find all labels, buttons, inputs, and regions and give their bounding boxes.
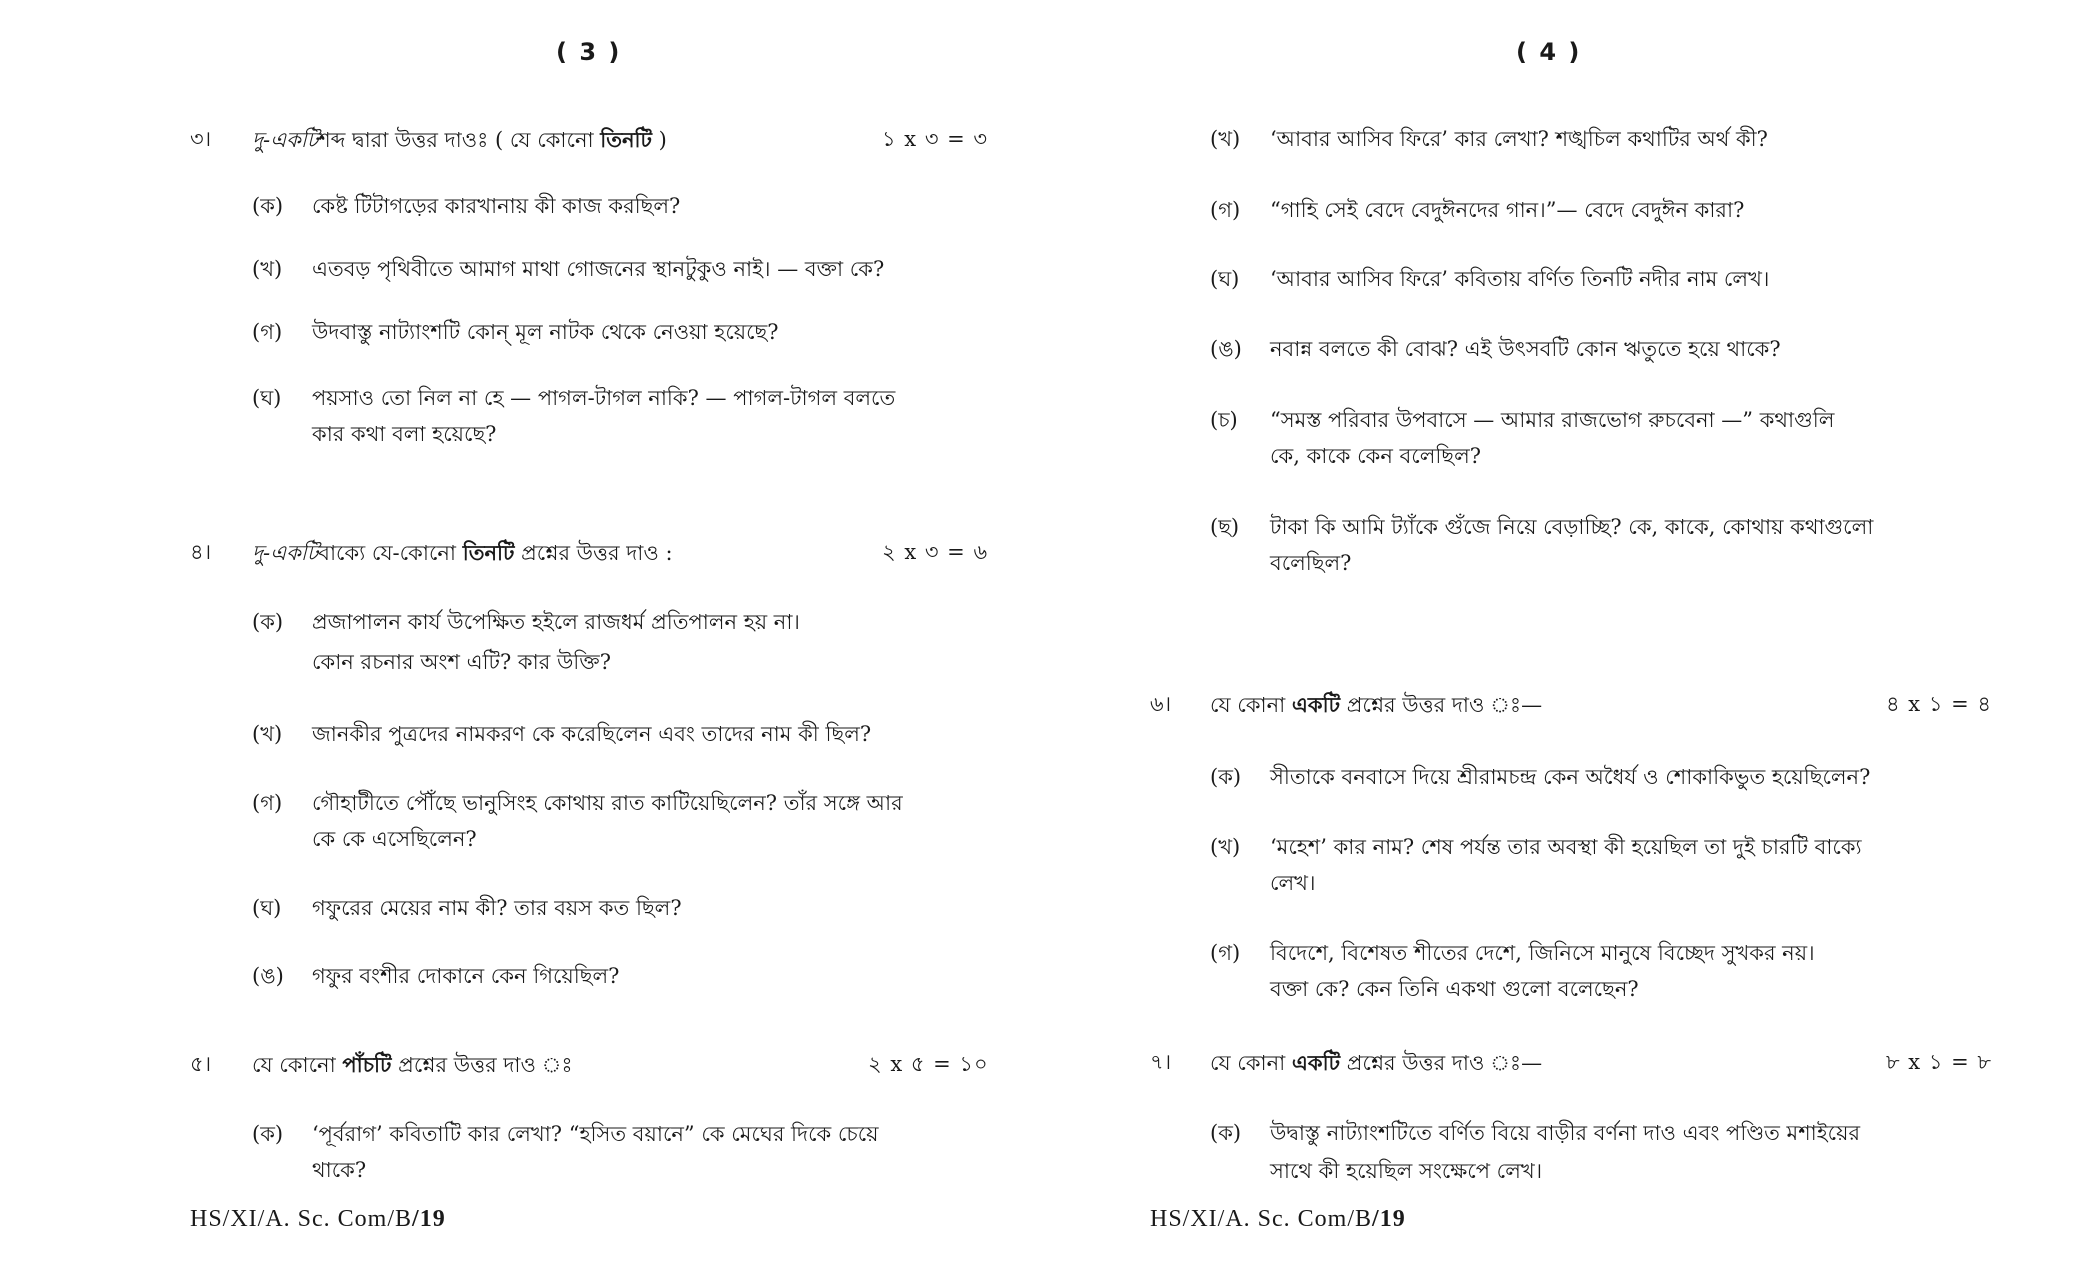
question-item [252,189,972,224]
question-label: (খ) [1210,127,1241,151]
question-item [252,252,972,287]
question-label: (খ) [252,257,283,281]
section-3-heading [190,122,989,157]
question-text: উদবাস্তু নাট্যাংশটি কোন্ মূল নাটক থেকে নেওয়া হয়েছে? [312,320,779,344]
question-text-line-1: প্রজাপালন কার্য উপেক্ষিত হইলে রাজধর্ম প্রতিপালন হয় না। [312,610,800,634]
question-item [252,959,972,994]
question-label: (ঘ) [1210,267,1240,291]
footer-code [190,1206,446,1233]
question-item [1210,760,1990,795]
question-label: (খ) [252,722,283,746]
instruction-count: তিনটি [462,540,515,565]
instruction-end: ) [652,128,667,152]
section-number: ৫। [190,1052,212,1076]
question-item [252,891,972,926]
section-instruction [252,535,673,571]
question-item [252,315,972,350]
instruction-count: তিনটি [600,127,652,152]
question-label: (ক) [252,1122,284,1146]
question-label: (ক) [252,610,284,634]
footer-code-text: HS/XI/A. Sc. Com/B [190,1206,413,1232]
question-text-line-2: কে কে এসেছিলেন? [312,827,477,851]
question-item [1210,510,1970,582]
question-item [252,717,972,752]
section-5-heading [190,1047,989,1082]
instruction-end: প্রশ্নের উত্তর দাও : [514,541,673,565]
marks-allocation: ১ x ৩ = ৩ [882,127,989,151]
section-instruction [1210,1045,1542,1081]
instruction-text: যে কোনো [252,1053,343,1077]
question-label: (গ) [252,320,283,344]
question-text-line-2: বক্তা কে? কেন তিনি একথা গুলো বলেছেন? [1270,977,1639,1001]
question-label: (গ) [1210,941,1241,965]
question-text-line-2: লেখ। [1270,871,1316,895]
question-text-line-1: পয়সাও তো নিল না হে — পাগল-টাগল নাকি? — পাগল-টাগল বলতে [312,386,896,410]
question-label: (গ) [252,791,283,815]
instruction-end: প্রশ্নের উত্তর দাও ঃ— [1340,693,1543,717]
question-text: গফুর বংশীর দোকানে কেন গিয়েছিল? [312,964,620,988]
marks-allocation: ২ x ৩ = ৬ [882,540,989,564]
instruction-end: প্রশ্নের উত্তর দাও ঃ [391,1053,573,1077]
question-item [252,605,972,677]
question-label: (ঙ) [252,964,284,988]
question-text: ‘আবার আসিব ফিরে’ কার লেখা? শঙ্খচিল কথাটির অর্থ কী? [1270,127,1768,151]
instruction-emphasis: দু-একটি [252,128,319,152]
question-text: ‘আবার আসিব ফিরে’ কবিতায় বর্ণিত তিনটি নদীর নাম লেখ। [1270,267,1770,291]
instruction-end: প্রশ্নের উত্তর দাও ঃ— [1340,1051,1543,1075]
page-right [1050,0,2100,1275]
instruction-text: শব্দ দ্বারা উত্তর দাওঃ ( যে কোনো [318,128,601,152]
instruction-text: যে কোনা [1210,693,1292,717]
question-text-line-2: কোন রচনার অংশ এটি? কার উক্তি? [312,650,611,674]
question-text-line-1: গৌহাটীতে পৌঁছে ভানুসিংহ কোথায় রাত কাটিয়েছিলেন? তাঁর সঙ্গে আর [312,791,903,815]
section-number: ৬। [1150,692,1172,716]
instruction-text: বাক্যে যে-কোনো [318,541,463,565]
marks-allocation: ২ x ৫ = ১০ [868,1052,989,1076]
question-item [1210,936,1990,1008]
question-text: সীতাকে বনবাসে দিয়ে শ্রীরামচন্দ্র কেন অধৈর্য ও শোকাকিভুত হয়েছিলেন? [1270,765,1871,789]
question-text-line-1: ‘মহেশ’ কার নাম? শেষ পর্যন্ত তার অবস্থা কী হয়েছিল তা দুই চারটি বাক্যে [1270,835,1862,859]
question-text: জানকীর পুত্রদের নামকরণ কে করেছিলেন এবং তাদের নাম কী ছিল? [312,722,872,746]
question-label: (ক) [1210,1121,1242,1145]
question-text-line-2: কার কথা বলা হয়েছে? [312,422,497,446]
instruction-emphasis: দু-একটি [252,541,319,565]
footer-code [1150,1206,1406,1233]
question-label: (গ) [1210,198,1241,222]
question-text-line-2: থাকে? [312,1158,367,1182]
question-label: (ঘ) [252,386,282,410]
question-item [1210,403,1970,475]
question-item [1210,332,1970,367]
marks-allocation: ৮ x ১ = ৮ [1886,1050,1993,1074]
question-text-line-2: কে, কাকে কেন বলেছিল? [1270,444,1481,468]
question-text: কেষ্ট টিটাগড়ের কারখানায় কী কাজ করছিল? [312,194,681,218]
question-item [1210,262,1970,297]
question-item [1210,830,1990,902]
question-label: (ঙ) [1210,337,1242,361]
question-label: (ক) [1210,765,1242,789]
section-7-heading [1150,1045,2030,1080]
footer-year: /19 [412,1206,446,1232]
question-item [252,381,972,453]
section-number: ৭। [1150,1050,1172,1074]
instruction-count: একটি [1291,1050,1341,1075]
instruction-text: যে কোনা [1210,1051,1292,1075]
footer-code-text: HS/XI/A. Sc. Com/B [1150,1206,1373,1232]
section-6-heading [1150,687,2030,722]
section-number: ৩। [190,127,212,151]
question-text-line-1: টাকা কি আমি ট্যাঁকে গুঁজে নিয়ে বেড়াচ্ছি? কে, কাকে, কোথায় কথাগুলো [1270,515,1874,539]
question-text: “গাহি সেই বেদে বেদুঈনদের গান।”— বেদে বেদুঈন কারা? [1270,198,1745,222]
question-label: (চ) [1210,408,1238,432]
section-instruction [1210,687,1542,723]
page-number: ( 3 ) [556,38,622,66]
marks-allocation: ৪ x ১ = ৪ [1886,692,1993,716]
question-text: গফুরের মেয়ের নাম কী? তার বয়স কত ছিল? [312,896,682,920]
question-item [252,786,972,858]
question-label: (খ) [1210,835,1241,859]
footer-year: /19 [1372,1206,1406,1232]
page-number: ( 4 ) [1516,38,1582,66]
question-text: নবান্ন বলতে কী বোঝ? এই উৎসবটি কোন ঋতুতে হয়ে থাকে? [1270,337,1781,361]
question-text-line-1: বিদেশে, বিশেষত শীতের দেশে, জিনিসে মানুষে বিচ্ছেদ সুখকর নয়। [1270,941,1815,965]
section-instruction [252,1047,573,1083]
question-item [1210,122,1970,157]
question-label: (ঘ) [252,896,282,920]
question-text-line-1: উদ্বাস্তু নাট্যাংশটিতে বর্ণিত বিয়ে বাড়ীর বর্ণনা দাও এবং পণ্ডিত মশাইয়ের [1270,1121,1861,1145]
section-4-heading [190,535,989,570]
instruction-count: একটি [1291,692,1341,717]
question-label: (ক) [252,194,284,218]
question-text-line-1: ‘পূর্বরাগ’ কবিতাটি কার লেখা? “হসিত বয়ানে” কে মেঘের দিকে চেয়ে [312,1122,879,1146]
question-item [1210,193,1970,228]
question-text-line-2: বলেছিল? [1270,551,1352,575]
question-item [1210,1116,1990,1188]
section-number: ৪। [190,540,212,564]
instruction-count: পাঁচটি [342,1052,392,1077]
question-label: (ছ) [1210,515,1240,539]
section-instruction [252,122,667,158]
question-text-line-2: সাথে কী হয়েছিল সংক্ষেপে লেখ। [1270,1159,1543,1183]
question-item [252,1117,972,1189]
question-text: এতবড় পৃথিবীতে আমাগ মাথা গোজনের স্থানটুকুও নাই। — বক্তা কে? [312,257,885,281]
question-text-line-1: “সমস্ত পরিবার উপবাসে — আমার রাজভোগ রুচবেনা —” কথাগুলি [1270,408,1835,432]
